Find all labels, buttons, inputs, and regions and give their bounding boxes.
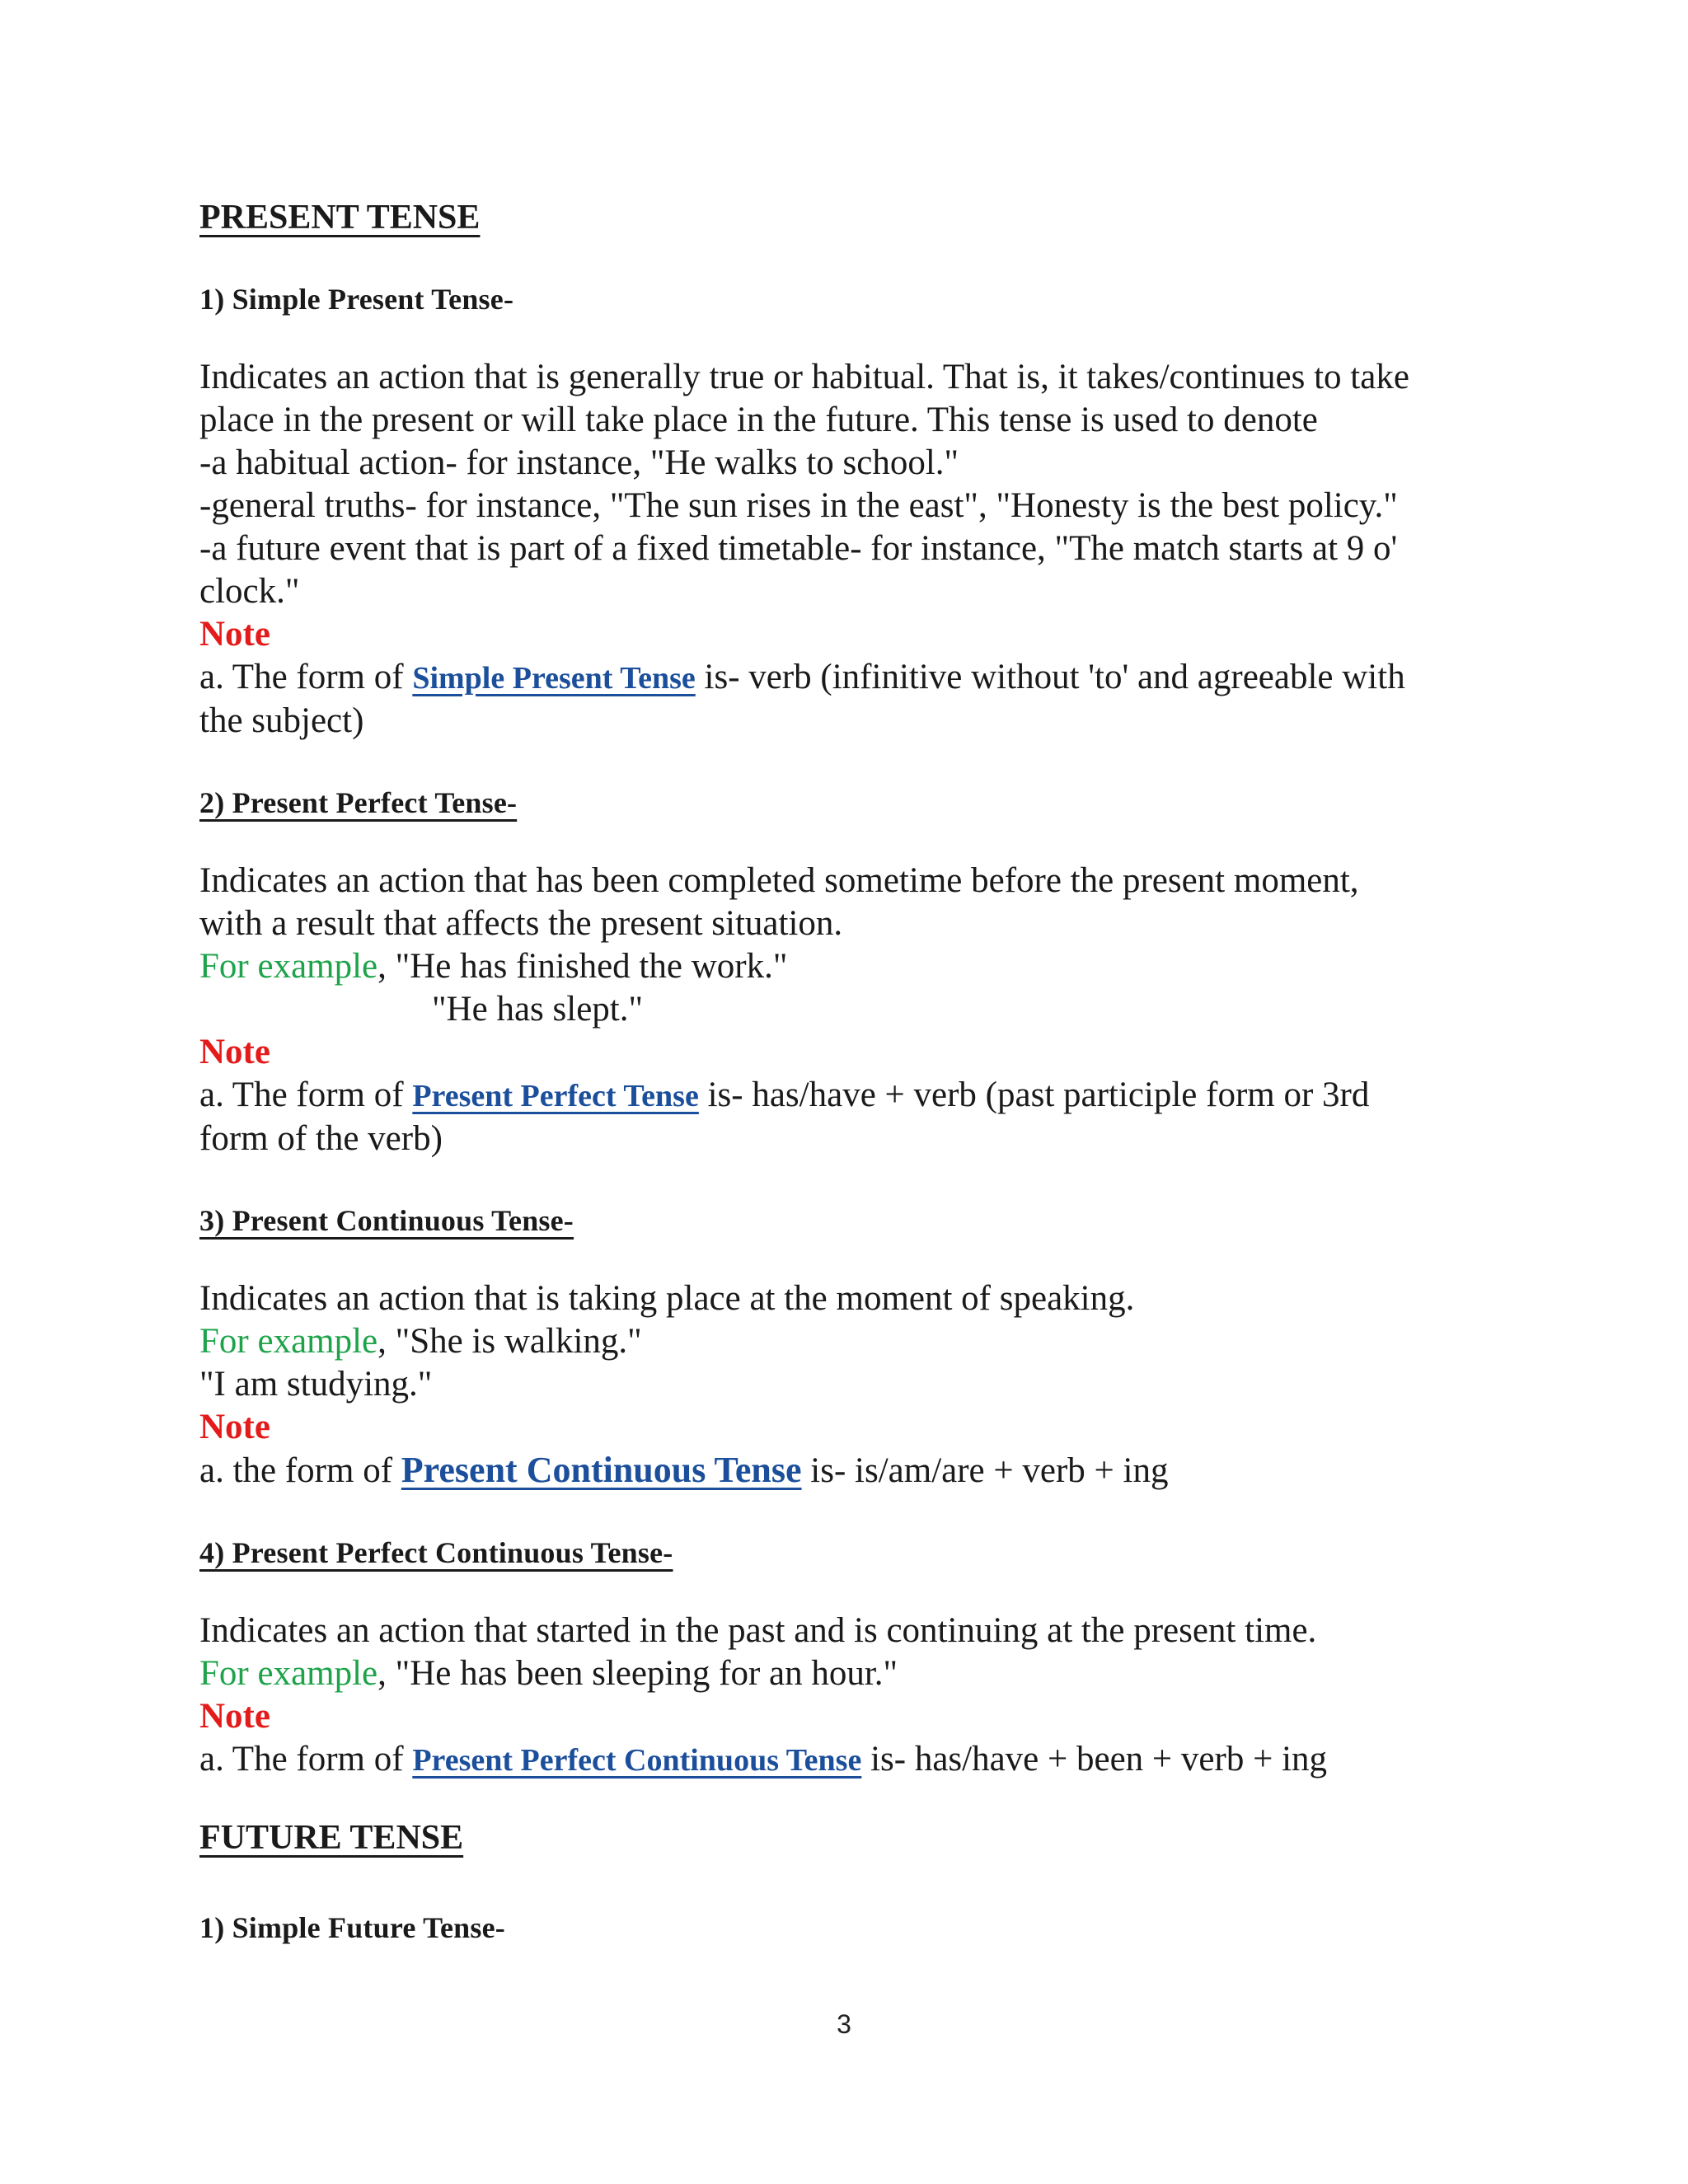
present-perfect-title: 2) Present Perfect Tense- [199,786,518,819]
form-prefix: a. The form of [199,1740,413,1779]
simple-present-line: place in the present or will take place in the future. This tense is used to denote [199,401,1318,439]
form-prefix: a. The form of [199,1076,413,1114]
form-suffix: is- is/am/are + verb + ing [801,1451,1169,1490]
simple-present-form [199,656,1502,700]
present-perfect-form [199,1074,1502,1118]
present-continuous-form [199,1449,1502,1493]
present-perfect-continuous-example [199,1652,1502,1695]
present-perfect-example [199,945,1502,988]
present-perfect-continuous-form [199,1738,1502,1782]
present-continuous-example [199,1320,1502,1363]
present-perfect-note-label: Note [199,1033,270,1071]
present-tense-heading: PRESENT TENSE [199,199,481,237]
simple-present-title: 1) Simple Present Tense- [199,283,514,316]
simple-present-form-cont: the subject) [199,701,364,740]
simple-future-title: 1) Simple Future Tense- [199,1911,505,1944]
example-label: For example [199,947,378,986]
simple-present-line: clock." [199,572,300,611]
simple-present-note-label: Note [199,615,270,654]
simple-present-body [199,356,1502,743]
present-perfect-line: with a result that affects the present situation. [199,904,843,943]
form-suffix: is- has/have + been + verb + ing [861,1740,1328,1779]
page-number: 3 [837,2009,851,2039]
form-suffix: is- verb (infinitive without 'to' and agreeable with [695,658,1405,696]
present-perfect-form-cont: form of the verb) [199,1119,443,1158]
example-label: For example [199,1654,378,1693]
present-perfect-example-extra: "He has slept." [432,990,644,1029]
example-text: , "She is walking." [377,1322,642,1361]
simple-present-line: -a habitual action- for instance, "He walks to school." [199,443,959,482]
form-suffix: is- has/have + verb (past participle form or 3rd [698,1076,1370,1114]
present-perfect-continuous-tense-link[interactable]: Present Perfect Continuous Tense [412,1743,862,1778]
form-prefix: a. the form of [199,1451,401,1490]
example-label: For example [199,1322,378,1361]
present-continuous-note-label: Note [199,1408,270,1446]
present-perfect-continuous-line: Indicates an action that started in the past and is continuing at the present time. [199,1611,1317,1650]
form-prefix: a. The form of [199,658,413,696]
present-continuous-example-extra: "I am studying." [199,1365,433,1404]
simple-present-line: -a future event that is part of a fixed timetable- for instance, "The match starts at 9 o' [199,529,1398,568]
example-text: , "He has finished the work." [377,947,788,986]
present-perfect-tense-link[interactable]: Present Perfect Tense [412,1079,699,1113]
present-perfect-continuous-title: 4) Present Perfect Continuous Tense- [199,1536,673,1569]
present-continuous-body [199,1277,1502,1493]
simple-present-line: Indicates an action that is generally true or habitual. That is, it takes/continues to take [199,358,1409,396]
present-perfect-continuous-note-label: Note [199,1697,270,1736]
present-continuous-tense-link[interactable]: Present Continuous Tense [401,1450,802,1490]
present-perfect-continuous-body [199,1610,1502,1782]
example-text: , "He has been sleeping for an hour." [377,1654,898,1693]
page-content [199,194,1502,1948]
simple-present-line: -general truths- for instance, "The sun rises in the east", "Honesty is the best policy." [199,486,1398,525]
simple-present-tense-link[interactable]: Simple Present Tense [412,661,696,696]
present-perfect-body [199,860,1502,1160]
present-continuous-title: 3) Present Continuous Tense- [199,1204,574,1237]
present-perfect-line: Indicates an action that has been completed sometime before the present moment, [199,861,1359,900]
present-continuous-line: Indicates an action that is taking place at the moment of speaking. [199,1279,1135,1318]
future-tense-heading: FUTURE TENSE [199,1819,464,1857]
